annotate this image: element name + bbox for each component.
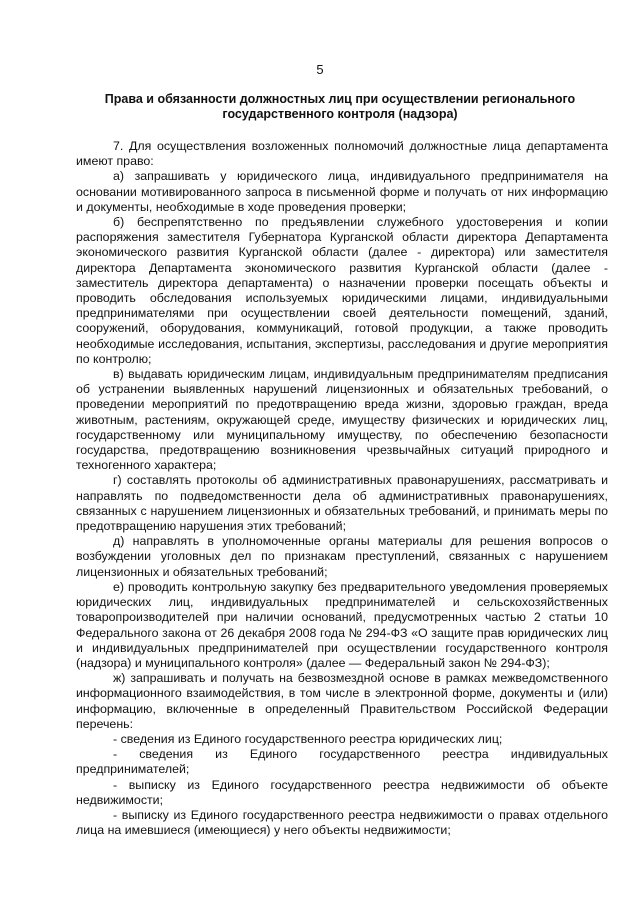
page-number: 5 — [316, 62, 324, 77]
paragraph-d: д) направлять в уполномоченные органы материалы для решения вопросов о возбуждении уголовных дел по признакам преступлений, связанных с нарушением лицензионных и обязательных требований; — [76, 534, 608, 579]
list-item: - сведения из Единого государственного реестра юридических лиц; — [113, 731, 503, 746]
paragraph-7-intro: 7. Для осуществления возложенных полномочий должностные лица департамента имеют право: — [76, 139, 608, 169]
list-item: - выписку из Единого государственного реестра недвижимости о правах отдельного лица на имевшиеся (имеющиеся) у него объекты недвижимости; — [76, 807, 608, 838]
paragraph-v: в) выдавать юридическим лицам, индивидуальным предпринимателям предписания об устранении выявленных нарушений лицензионных и обязательных требований, о проведении мероприятий по предотвращению вреда жизни, здоровью граждан, вреда животным, растениям, окружающей среде, имуществу физических и юридических лиц, государственному или муниципальному имуществу, по обеспечению безопасности государства, предотвращению возникновения чрезвычайных ситуаций природного и техногенного характера; — [76, 367, 608, 473]
paragraph-zh: ж) запрашивать и получать на безвозмездной основе в рамках межведомственного информационного взаимодействия, в том числе в электронной форме, документы и (или) информацию, включенные в определенный Правительством Российской Федерации перечень: — [76, 671, 608, 731]
paragraph-b: б) беспрепятственно по предъявлении служебного удостоверения и копии распоряжения заместителя Губернатора Курганской области директора Департамента экономического развития Курганской области (далее - директора) или заместителя директора Департамента экономического развития Курганской области (далее - заместитель директора департамента) о назначении проверки посещать объекты и проводить обследования используемых юридическими лицами, индивидуальными предпринимателями при осуществлении своей деятельности помещений, зданий, сооружений, оборудования, коммуникаций, готовой продукции, а также проводить необходимые исследования, испытания, экспертизы, расследования и другие мероприятия по контролю; — [76, 215, 608, 366]
body-text — [76, 139, 608, 838]
list-item: - выписку из Единого государственного реестра недвижимости об объекте недвижимости; — [76, 777, 608, 807]
section-title: Права и обязанности должностных лиц при осуществлении регионального государственного контроля (надзора) — [104, 92, 576, 121]
list-item: - сведения из Единого государственного реестра индивидуальных предпринимателей; — [76, 747, 608, 777]
paragraph-e: е) проводить контрольную закупку без предварительного уведомления проверяемых юридических лиц, индивидуальных предпринимателей и сельскохозяйственных товаропроизводителей при наличии оснований, предусмотренных частью 2 статьи 10 Федерального закона от 26 декабря 2008 года № 294-ФЗ «О защите прав юридических лиц и индивидуальных предпринимателей при осуществлении государственного контроля (надзора) и муниципального контроля» (далее — Федеральный закон № 294-ФЗ); — [76, 579, 608, 670]
paragraph-a: а) запрашивать у юридического лица, индивидуального предпринимателя на основании мотивированного запроса в письменной форме и получать от них информацию и документы, необходимые в ходе проведения проверки; — [76, 169, 608, 214]
paragraph-g: г) составлять протоколы об административных правонарушениях, рассматривать и направлять по подведомственности дела об административных правонарушениях, связанных с нарушением лицензионных и обязательных требований, и принимать меры по предотвращению нарушения этих требований; — [76, 473, 608, 534]
